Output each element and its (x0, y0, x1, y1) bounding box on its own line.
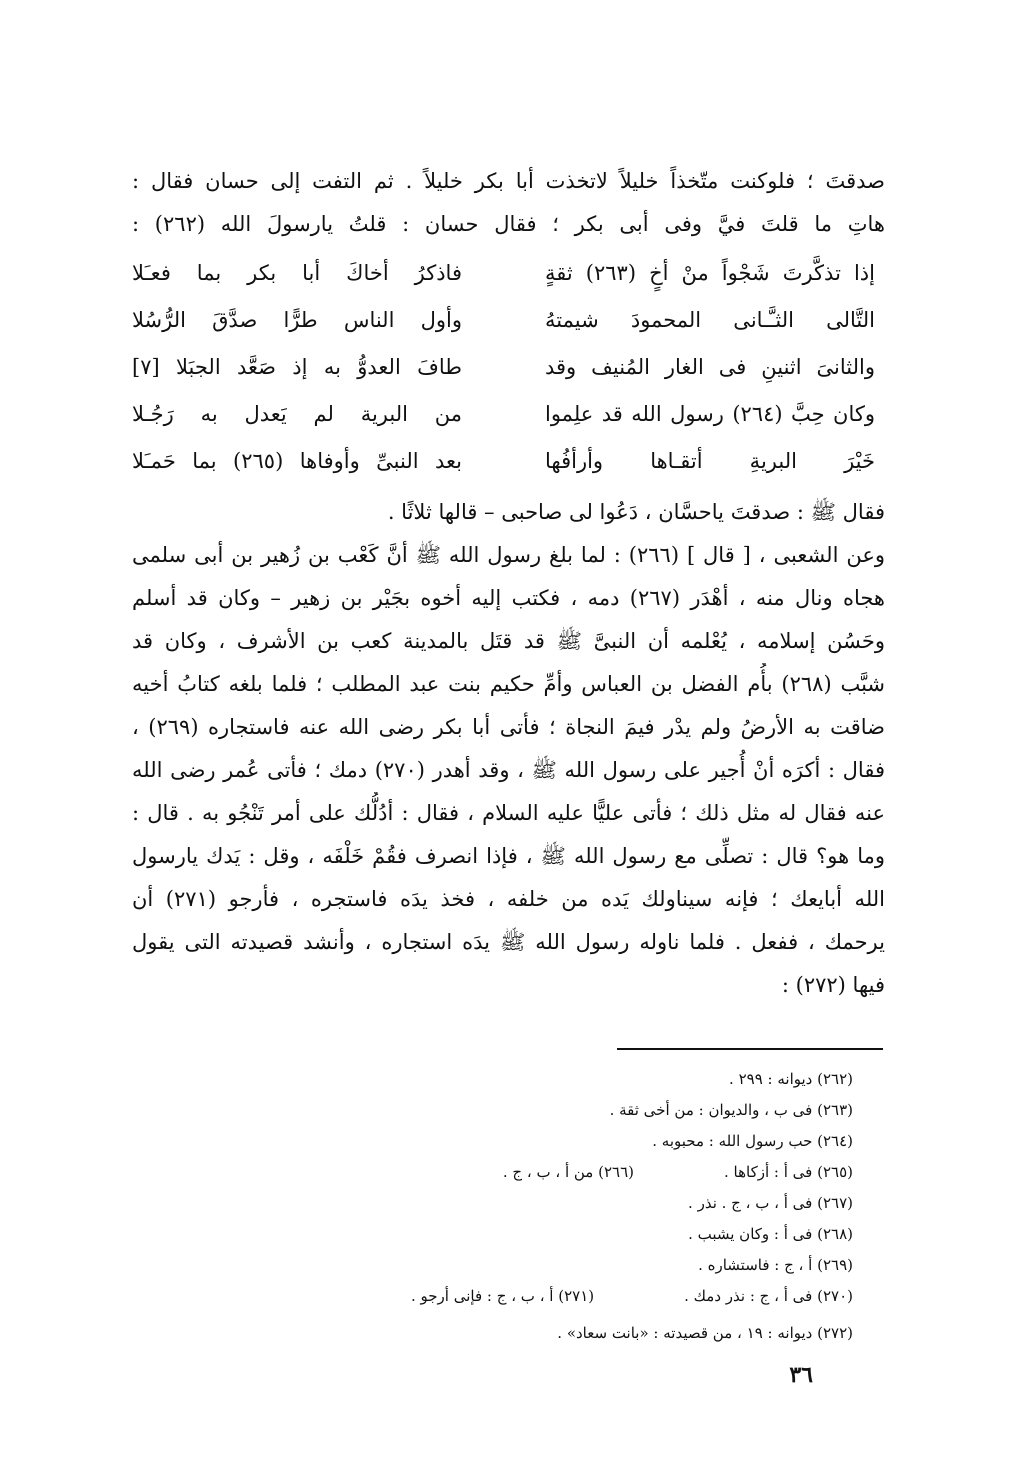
footnote-text: (٢٦٥) فى أ : أزكاها . (724, 1163, 853, 1181)
text-line: صدقتَ ؛ فلوكنت متّخذاً خليلاً لاتخذت أبا بكر خليلاً . ثم التفت إلى حسان فقال : (132, 169, 885, 193)
text-line: عنه فقال له مثل ذلك ؛ فأتى عليًّا عليه السلام ، فقال : أدُلُّك على أمر تَنْجُو به . قال : (132, 801, 885, 825)
text-line: الله أبايعك ؛ فإنه سيناولك يَده من خلفه ، فخذ يدَه فاستجره ، فأرجو (٢٧١) أن (132, 887, 885, 911)
text-line: وعن الشعبى ، [ قال ] (٢٦٦) : لما بلغ رسول الله ﷺ أنَّ كَعْب بن زُهير بن أبى سلمى (132, 543, 885, 567)
footnote (333, 1095, 853, 1126)
footnotes (333, 1064, 853, 1349)
footnote-text: (٢٦٧) فى أ ، ب ، ج . نذر . (688, 1194, 853, 1212)
footnote-separator (617, 1048, 883, 1050)
text-line: هجاه ونال منه ، أهْدَر (٢٦٧) دمه ، فكتب إليه أخوه بجَيْر بن زهير – وكان قد أسلم (132, 586, 885, 610)
text-line: يرحمك ، ففعل . فلما ناوله رسول الله ﷺ يدَه استجاره ، وأنشد قصيدته التى يقول (132, 930, 885, 954)
verse-first-hemistich: وكان حِبَّ (٢٦٤) رسول الله قد علِموا (545, 402, 875, 426)
footnote (333, 1250, 853, 1281)
verse-first-hemistich: إذا تذكَّرتَ شَجْواً منْ أخٍ (٢٦٣) ثقةٍ (545, 261, 875, 285)
footnote-text: (٢٧٠) فى أ ، ج : نذر دمك . (684, 1287, 853, 1305)
footnote (333, 1157, 853, 1188)
footnote (333, 1219, 853, 1250)
verse-second-hemistich: فاذكرُ أخاكَ أبا بكر بما فعـَلا (132, 261, 462, 285)
page-number: ٣٦ (789, 1362, 813, 1388)
text-line: وما هو؟ قال : تصلِّى مع رسول الله ﷺ ، فإذا انصرف فقُمْ خَلْفَه ، وقل : يَدك يارسول (132, 844, 885, 868)
poem-verse (132, 391, 875, 438)
verse-first-hemistich: والثانىَ اثنينِ فى الغار المُنيف وقد (545, 355, 875, 379)
verse-second-hemistich: بعد النبىِّ وأوفاها (٢٦٥) بما حَمـَلا (132, 449, 462, 473)
verse-second-hemistich: من البرية لم يَعدل به رَجُـلا (132, 402, 462, 426)
footnote (333, 1188, 853, 1219)
poem (132, 250, 875, 485)
text-line: فقال : أكرَه أنْ أُجير على رسول الله ﷺ ، وقد أهدر (٢٧٠) دمك ؛ فأتى عُمر رضى الله (132, 758, 885, 782)
text-line: شبَّب (٢٦٨) بأُم الفضل بن العباس وأمِّ حكيم بنت عبد المطلب ؛ فلما بلغه كتابُ أخيه (132, 672, 885, 696)
poem-verse (132, 438, 875, 485)
verse-first-hemistich: خَيْرَ البريةِ أتقـاها وأرأفُها (545, 449, 875, 473)
footnote-text: (٢٦٣) فى ب ، والديوان : من أخى ثقة . (609, 1101, 853, 1119)
text-line: فيها (٢٧٢) : (781, 973, 885, 997)
text-line: وحَسُن إسلامه ، يُعْلمه أن النبىَّ ﷺ قد قتَل بالمدينة كعب بن الأشرف ، وكان قد (132, 629, 885, 653)
text-line: ضاقت به الأرضُ ولم يدْر فيمَ النجاة ؛ فأتى أبا بكر رضى الله عنه فاستجاره (٢٦٩) ، (132, 715, 885, 739)
verse-first-hemistich: التَّالى الثـَّـانى المحمودَ شيمتهُ (545, 308, 875, 332)
footnote-text: (٢٦٦) من أ ، ب ، ج . (502, 1163, 634, 1181)
verse-second-hemistich: وأول الناس طرًّا صدَّقَ الرُّسُلا (132, 308, 462, 332)
footnote (333, 1064, 853, 1095)
poem-verse (132, 250, 875, 297)
footnote (333, 1318, 853, 1349)
footnote-text: (٢٦٩) أ ، ج : فاستشاره . (698, 1256, 853, 1274)
poem-verse (132, 344, 875, 391)
footnote (333, 1126, 853, 1157)
footnote-text: (٢٦٤) حب رسول الله : محبوبه . (652, 1132, 853, 1150)
text-line: فقال ﷺ : صدقتَ ياحسَّان ، دَعُوا لى صاحبى – قالها ثلاثًا . (387, 500, 885, 524)
footnote-text: (٢٧٢) ديوانه : ١٩ ، من قصيدته : «بانت سعاد» . (557, 1324, 853, 1342)
footnote-text: (٢٧١) أ ، ب ، ج : فإنى أرجو . (411, 1287, 595, 1305)
verse-second-hemistich: طافَ العدوُّ به إذ صَعَّد الجبَلا [٧] (132, 355, 462, 379)
footnote-text: (٢٦٨) فى أ : وكان يشبب . (688, 1225, 853, 1243)
text-line: هاتِ ما قلتَ فيَّ وفى أبى بكر ؛ فقال حسان : قلتُ يارسولَ الله (٢٦٢) : (132, 212, 885, 236)
poem-verse (132, 297, 875, 344)
footnote-text: (٢٦٢) ديوانه : ٢٩٩ . (729, 1070, 853, 1088)
footnote (333, 1281, 853, 1312)
